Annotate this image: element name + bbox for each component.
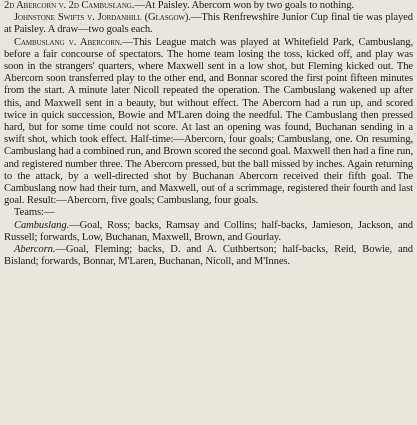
result-paragraph-2d-abercorn <box>4 0 413 12</box>
lineup-cambuslang <box>4 220 413 244</box>
match-headline: 2d Abercorn v. 2d Cambuslang. <box>4 0 135 11</box>
match-report: —This Renfrewshire Junior Cup final tie was played at Paisley. A draw—two goals each. <box>4 12 413 36</box>
match-headline: Johnstone Swifts v. Jordanhill (Glasgow). <box>14 12 191 24</box>
match-report: —At Paisley. Abercorn won by two goals to nothing. <box>134 0 354 11</box>
team-name: Abercorn. <box>14 244 56 256</box>
result-paragraph-johnstone-swifts <box>4 12 413 36</box>
teams-label: Teams:— <box>14 207 55 219</box>
team-lineup: —Goal, Ross; backs, Ramsay and Collins; half-backs, Jamieson, Jackson, and Russell; forwards, Low, Buchanan, Maxwell, Brown, and Gourlay. <box>4 219 413 243</box>
match-headline: Cambuslang v. Abercorn. <box>14 36 123 48</box>
team-lineup: —Goal, Fleming; backs, D. and A. Cuthbertson; half-backs, Reid, Bowie, and Bisland; forwards, Bonnar, M'Laren, Buchanan, Nicoll, and M'Innes. <box>4 244 413 268</box>
match-report: —This League match was played at Whitefield Park, Cambuslang, before a fair concourse of spectators. The home team losing the toss, kicked off, and play was soon in the strangers' quarters, where Maxwell sent in a low shot, but Fleming kicked out. The Abercorn soon transferred play to the other end, and Bonnar scored the first point fifteen minutes from the start. A minute later Nicoll repeated the operation. The Cambuslang wakened up after this, and Maxwell sent in a beauty, but without effect. The Abercorn had a run up, and scored twice in quick succession, Bowie and M'Laren doing the needful. The Cambuslang then pressed hard, but for some time could not score. At last an opening was found, Buchanan sending in a swift shot, which took effect. Half-time:—Abercorn, four goals; Cambuslang, one. On resuming, Cambuslang had a combined run, and Brown scored the second goal. Maxwell then had a fine run, and registered number three. The Abercorn pressed, but the ball missed by inches. Again returning to the attack, by a well-directed shot by Buchanan Abercorn received their fifth goal. The Cambuslang now had their turn, and Maxwell, out of a scrimmage, registered their fourth and last goal. Result:—Abercorn, five goals; Cambuslang, four goals. <box>4 36 413 207</box>
lineup-abercorn <box>4 244 413 268</box>
result-paragraph-cambuslang-abercorn <box>4 37 413 220</box>
team-name: Cambuslang. <box>14 219 70 231</box>
